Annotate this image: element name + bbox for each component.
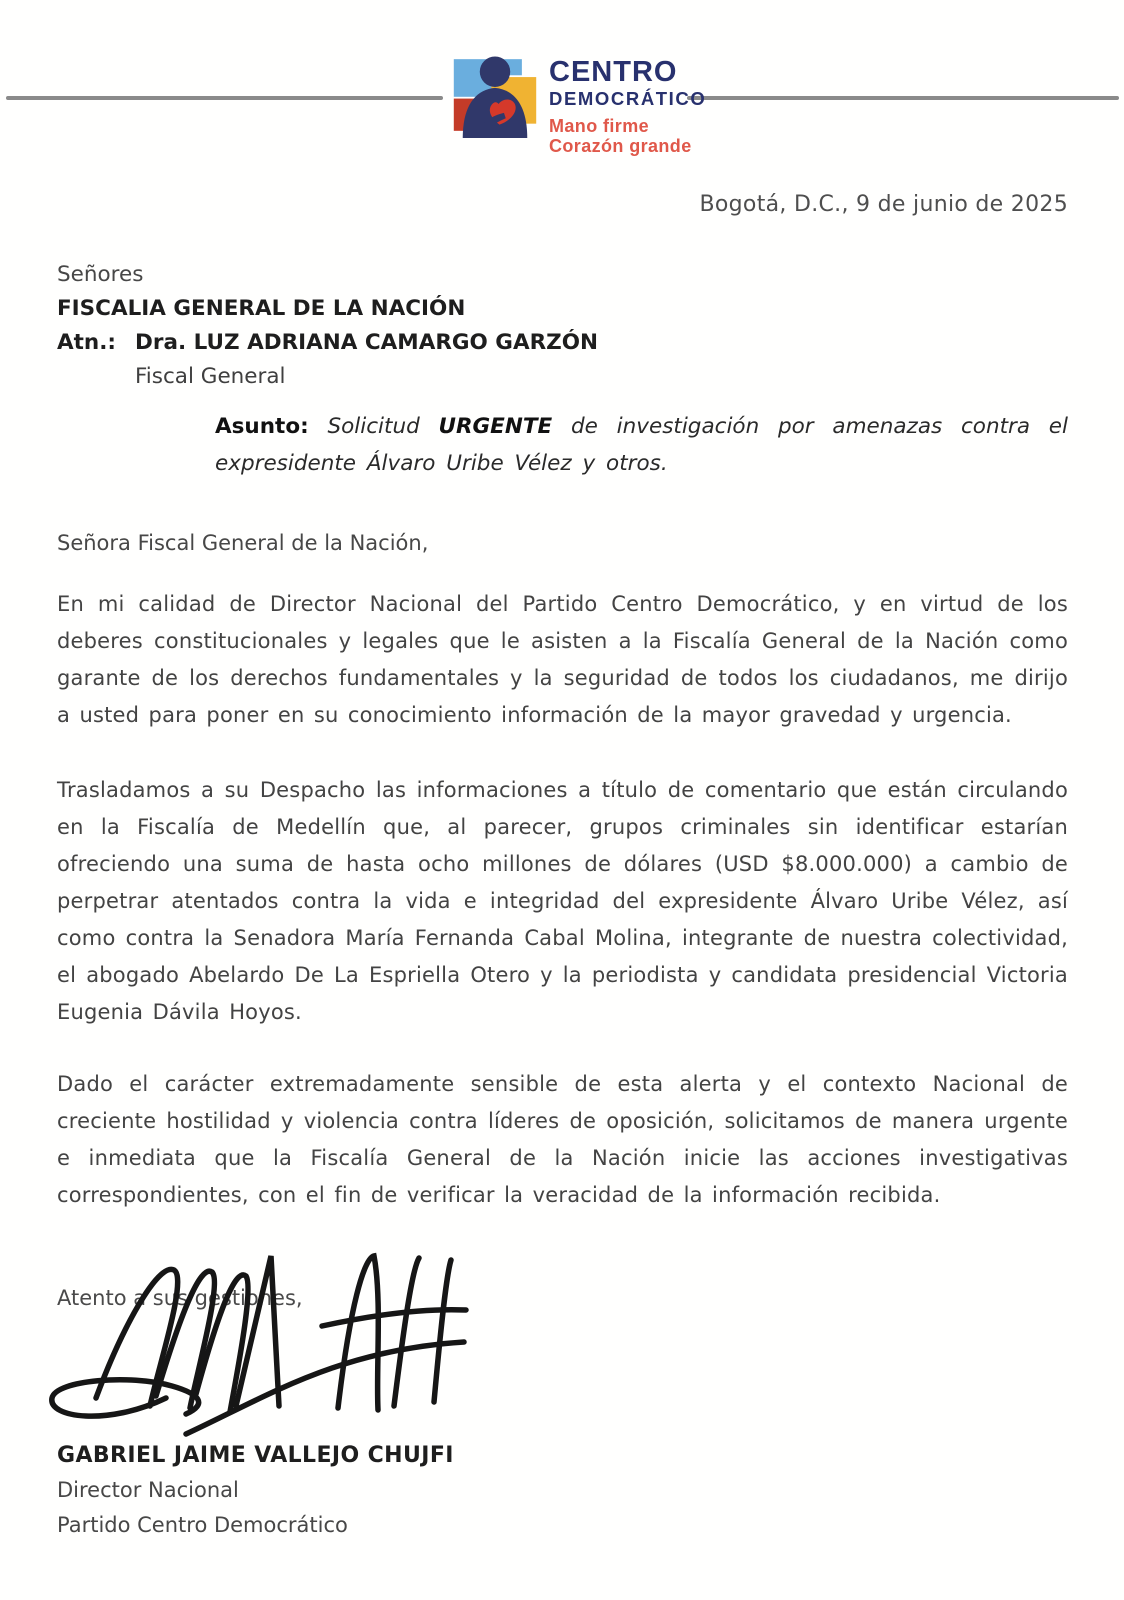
attn-title: Fiscal General	[135, 364, 286, 389]
letterhead-rule-left	[6, 96, 443, 100]
paragraph-2: Trasladamos a su Despacho las informaciones a título de comentario que están circulando en la Fiscalía de Medellín que, al parecer, grupos criminales sin identificar estarían ofreciendo una suma de hasta ocho millones de dólares (USD $8.000.000) a cambio de perpetrar atentados contra la vida e integridad del expresidente Álvaro Uribe Vélez, así como contra la Senadora María Fernanda Cabal Molina, integrante de nuestra colectividad, el abogado Abelardo De La Espriella Otero y la periodista y candidata presidencial Victoria Eugenia Dávila Hoyos.	[57, 778, 1068, 1024]
subject-part2: de investigación por amenazas contra el expresidente Álvaro Uribe Vélez y otros.	[215, 414, 1068, 476]
signer-org: Partido Centro Democrático	[57, 1513, 348, 1537]
signer-block	[57, 1438, 454, 1543]
signer-name: GABRIEL JAIME VALLEJO CHUJFI	[57, 1443, 454, 1468]
logo-tagline-1: Mano firme	[549, 115, 650, 136]
recipient-salutation: Señores	[57, 262, 144, 287]
recipient-attn-line	[57, 326, 598, 360]
logo-tagline-2: Corazón grande	[549, 135, 692, 156]
attn-name: Dra. LUZ ADRIANA CAMARGO GARZÓN	[135, 330, 598, 355]
farewell-line: Atento a sus gestiones,	[57, 1286, 303, 1310]
logo-name-line1: CENTRO	[549, 56, 678, 88]
letterhead-rule-right	[687, 96, 1119, 100]
subject-part1: Solicitud	[327, 414, 420, 439]
recipient-institution: FISCALIA GENERAL DE LA NACIÓN	[57, 296, 466, 321]
signer-title: Director Nacional	[57, 1478, 239, 1502]
date-line: Bogotá, D.C., 9 de junio de 2025	[699, 192, 1068, 217]
logo-name-line2: DEMOCRÁTICO	[549, 88, 707, 109]
paragraph-1: En mi calidad de Director Nacional del Partido Centro Democrático, y en virtud de los deberes constitucionales y legales que le asisten a la Fiscalía General de la Nación como garante de los derechos fundamentales y la seguridad de todos los ciudadanos, me dirijo a usted para poner en su conocimiento información de la mayor gravedad y urgencia.	[57, 592, 1068, 727]
handwritten-signature	[38, 1246, 470, 1448]
subject-block	[215, 408, 1068, 482]
subject-highlight: URGENTE	[438, 414, 553, 439]
paragraph-3: Dado el carácter extremadamente sensible de esta alerta y el contexto Nacional de creciente hostilidad y violencia contra líderes de oposición, solicitamos de manera urgente e inmediata que la Fiscalía General de la Nación inicie las acciones investigativas correspondientes, con el fin de verificar la veracidad de la información recibida.	[57, 1072, 1068, 1207]
party-logo-text	[549, 52, 706, 155]
party-logo-icon	[452, 52, 538, 138]
centro-democratico-logo	[452, 52, 706, 155]
recipient-block	[57, 258, 598, 394]
attn-label: Atn.:	[57, 330, 116, 355]
greeting-line: Señora Fiscal General de la Nación,	[57, 531, 429, 555]
subject-label: Asunto:	[215, 414, 309, 439]
